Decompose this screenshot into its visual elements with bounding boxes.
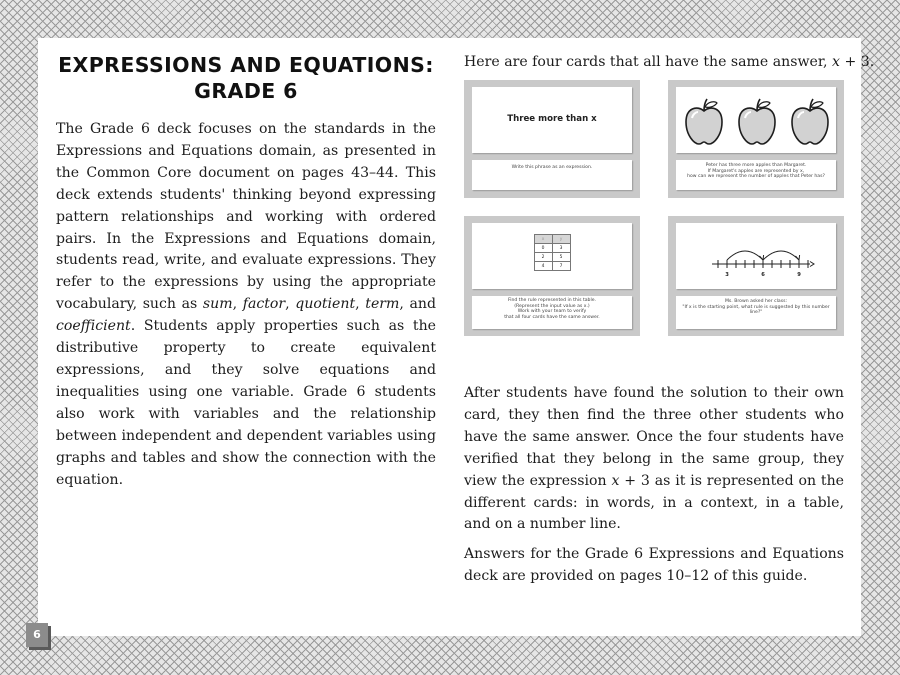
apple-icon <box>790 98 830 146</box>
table-cell: 2 <box>534 253 552 262</box>
card-words-back <box>472 160 632 190</box>
heading-line-2: GRADE 6 <box>194 79 298 103</box>
expression-variable: x <box>611 472 620 489</box>
expression-variable: x <box>832 54 840 70</box>
table-cell: 5 <box>552 253 570 262</box>
expression-rest: + 3. <box>839 54 875 70</box>
table-cell: 4 <box>534 262 552 271</box>
separator: , <box>355 296 366 313</box>
apple-icon <box>684 98 724 146</box>
answers-paragraph: Answers for the Grade 6 Expressions and Equations deck are provided on pages 10–12 of this guide. <box>464 546 844 585</box>
term-coefficient: coefficient <box>56 318 131 335</box>
table-cell: 3 <box>552 244 570 253</box>
card-text-line: Ms. Brown asked her class: <box>724 299 788 304</box>
input-output-table <box>534 234 571 271</box>
table-header-cell: y <box>552 235 570 244</box>
card-words <box>464 80 640 198</box>
table-row <box>534 262 570 271</box>
table-cell: 0 <box>534 244 552 253</box>
card-number-line <box>668 216 844 336</box>
right-column <box>464 52 875 596</box>
page <box>38 38 875 636</box>
paragraph-text-1: The Grade 6 deck focuses on the standards in the Expressions and Equations domain, as presented in the Common Core document on pages 43–44. This deck extends students' thinking beyond expressing pattern relationships and working with ordered pairs. In the Expressions and Equations domain, students read, write, and evaluate expressions. They refer to the expressions by using the appropriate vocabulary, such as <box>56 121 436 313</box>
term-factor: factor <box>242 296 286 313</box>
card-text-line: Peter has three more apples than Margaret. <box>705 163 807 168</box>
card-text-line: Find the rule represented in this table. <box>507 298 597 303</box>
card-apples-front <box>676 87 836 153</box>
card-text-line: how can we represent the number of apples that Peter has? <box>687 174 825 180</box>
left-column <box>56 52 436 491</box>
card-apples <box>668 80 844 198</box>
separator: , <box>285 296 296 313</box>
separator: , <box>232 296 243 313</box>
tick-label: 9 <box>797 272 801 278</box>
apples-row <box>676 87 836 146</box>
card-number-line-back <box>676 296 836 329</box>
paragraph-text: After students have found the solution to their own card, they then find the three other students who have the same answer. Once the four students have verified that they belong in the same group, they view the expression <box>464 385 844 489</box>
solution-paragraph <box>464 383 844 536</box>
separator: , and <box>399 296 437 313</box>
heading-line-1: EXPRESSIONS AND EQUATIONS: <box>58 53 434 77</box>
jump-arc <box>763 251 799 260</box>
apple-icon <box>737 98 777 146</box>
card-words-front <box>472 87 632 153</box>
tick-label: 6 <box>761 272 765 278</box>
card-text-line: Work with your team to verify <box>517 309 587 315</box>
number-line-arrowhead <box>810 262 814 267</box>
card-instruction: Write this phrase as an expression. <box>511 165 593 170</box>
card-text-line: "If x is the starting point, what rule is suggested by this number line?" <box>682 304 830 316</box>
card-text-line: that all four cards have the same answer. <box>504 314 600 320</box>
card-number-line-front <box>676 223 836 289</box>
card-text-line: If Margaret's apples are represented by x, <box>707 168 805 174</box>
number-line-diagram <box>676 223 836 289</box>
right-body <box>464 383 844 588</box>
term-sum: sum <box>202 296 233 313</box>
paragraph-text-2: . Students apply properties such as the distributive property to create equivalent expressions, and they solve equations and inequalities using one variable. Grade 6 students also work with variables and the relationship between independent and dependent variables using graphs and tables and show the connection with the equation. <box>56 318 436 488</box>
card-apples-back <box>676 160 836 190</box>
page-heading <box>56 52 436 104</box>
card-table <box>464 216 640 336</box>
table-row <box>534 253 570 262</box>
page-number: 6 <box>26 623 48 647</box>
table-cell: 7 <box>552 262 570 271</box>
card-words-title: Three more than x <box>507 114 597 124</box>
jump-arc <box>727 251 763 260</box>
cards-figure <box>464 80 844 366</box>
cards-intro <box>464 52 875 73</box>
card-table-front <box>472 223 632 289</box>
table-header-row <box>534 235 570 244</box>
card-text-line: (Represent the input value as x.) <box>514 303 590 309</box>
paragraph-text: + 3 as it is represented on the different cards: in words, in a context, in a table, and on a number line. <box>464 472 844 533</box>
intro-paragraph <box>56 119 436 491</box>
card-table-back <box>472 296 632 329</box>
term-quotient: quotient <box>295 296 356 313</box>
cards-intro-text: Here are four cards that all have the same answer, <box>464 54 833 70</box>
tick-label: 3 <box>725 272 729 278</box>
table-header-cell: x <box>534 235 552 244</box>
term-term: term <box>365 296 400 313</box>
table-row <box>534 244 570 253</box>
